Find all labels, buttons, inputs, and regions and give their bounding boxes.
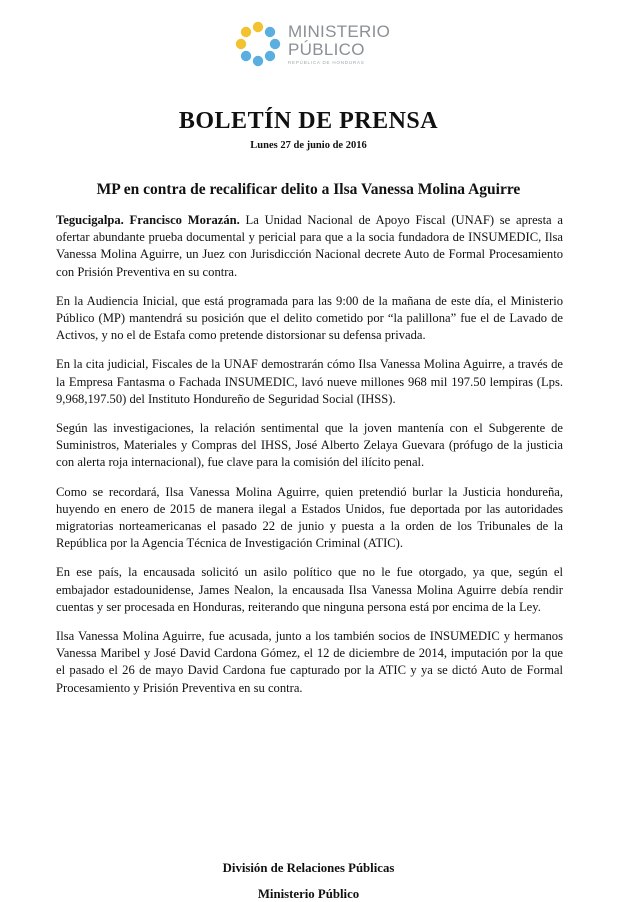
- page-title: BOLETÍN DE PRENSA: [178, 108, 439, 134]
- paragraph: [56, 212, 563, 281]
- signature-institution: Ministerio Público: [257, 887, 360, 901]
- logo-text: [288, 23, 390, 66]
- logo-line-ministerio: MINISTERIO: [288, 21, 391, 41]
- paragraph: En ese país, la encausada solicitó un asilo político que no le fue otorgado, ya que, según el embajador estadounidense, James Nealon, la encausada Ilsa Vanessa Molina Aguirre debía rendir cuentas y ser procesada en Honduras, reiterando que ninguna persona está por encima de la Ley.: [56, 565, 563, 614]
- headline: MP en contra de recalificar delito a Ilsa Vanessa Molina Aguirre: [96, 181, 521, 198]
- paragraph: Según las investigaciones, la relación sentimental que la joven mantenía con el Subgerente de Suministros, Materiales y Compras del IHSS, José Alberto Zelaya Guevara (prófugo de la justicia con alerta roja internacional), fue clave para la comisión del ilícito penal.: [56, 421, 563, 470]
- article-body: [56, 212, 563, 709]
- paragraph: En la cita judicial, Fiscales de la UNAF demostrarán cómo Ilsa Vanessa Molina Aguirre, a través de la Empresa Fantasma o Fachada INSUMEDIC, lavó nueve millones 968 mil 197.50 lempiras (Lps. 9,968,197.50) del Instituto Hondureño de Seguridad Social (IHSS).: [56, 357, 563, 406]
- paragraph: En la Audiencia Inicial, que está programada para las 9:00 de la mañana de este día, el Ministerio Público (MP) mantendrá su posición que el delito cometido por “la palillona” fue el de Lavado de Activos, y no el de Estafa como pretende distorsionar su defensa privada.: [56, 293, 563, 343]
- paragraph-text: La Unidad Nacional de Apoyo Fiscal (UNAF) se apresta a ofertar abundante prueba documental y pericial para que a la socia fundadora de INSUMEDIC, Ilsa Vanessa Molina Aguirre, un Juez con Jurisdicción Nacional decrete Auto de Formal Procesamiento con Prisión Preventiva en su contra.: [56, 213, 563, 279]
- paragraph: Ilsa Vanessa Molina Aguirre, fue acusada, junto a los también socios de INSUMEDIC y hermanos Vanessa Maribel y José David Cardona Gómez, el 12 de diciembre de 2014, imputación por la que el pasado el 26 de mayo David Cardona fue capturado por la ATIC y ya se dictó Auto de Formal Procesamiento y Prisión Preventiva en su contra.: [56, 629, 563, 695]
- signature-division: División de Relaciones Públicas: [222, 861, 395, 875]
- logo-line-republica: REPÚBLICA DE HONDURAS: [288, 59, 365, 65]
- logo-line-publico: PÚBLICO: [288, 39, 365, 59]
- paragraph: Como se recordará, Ilsa Vanessa Molina Aguirre, quien pretendió burlar la Justicia hondureña, huyendo en enero de 2015 de manera ilegal a Estados Unidos, fue deportada por las autoridades migratorias norteamericanas el pasado 22 de junio y puesta a la orden de los Tribunales de la República por la Agencia Técnica de Investigación Criminal (ATIC).: [56, 484, 563, 551]
- dateline: Tegucigalpa. Francisco Morazán.: [56, 213, 240, 227]
- logo-emblem-icon: [232, 18, 284, 70]
- release-date: Lunes 27 de junio de 2016: [250, 140, 367, 151]
- ministerio-publico-logo: [232, 18, 390, 70]
